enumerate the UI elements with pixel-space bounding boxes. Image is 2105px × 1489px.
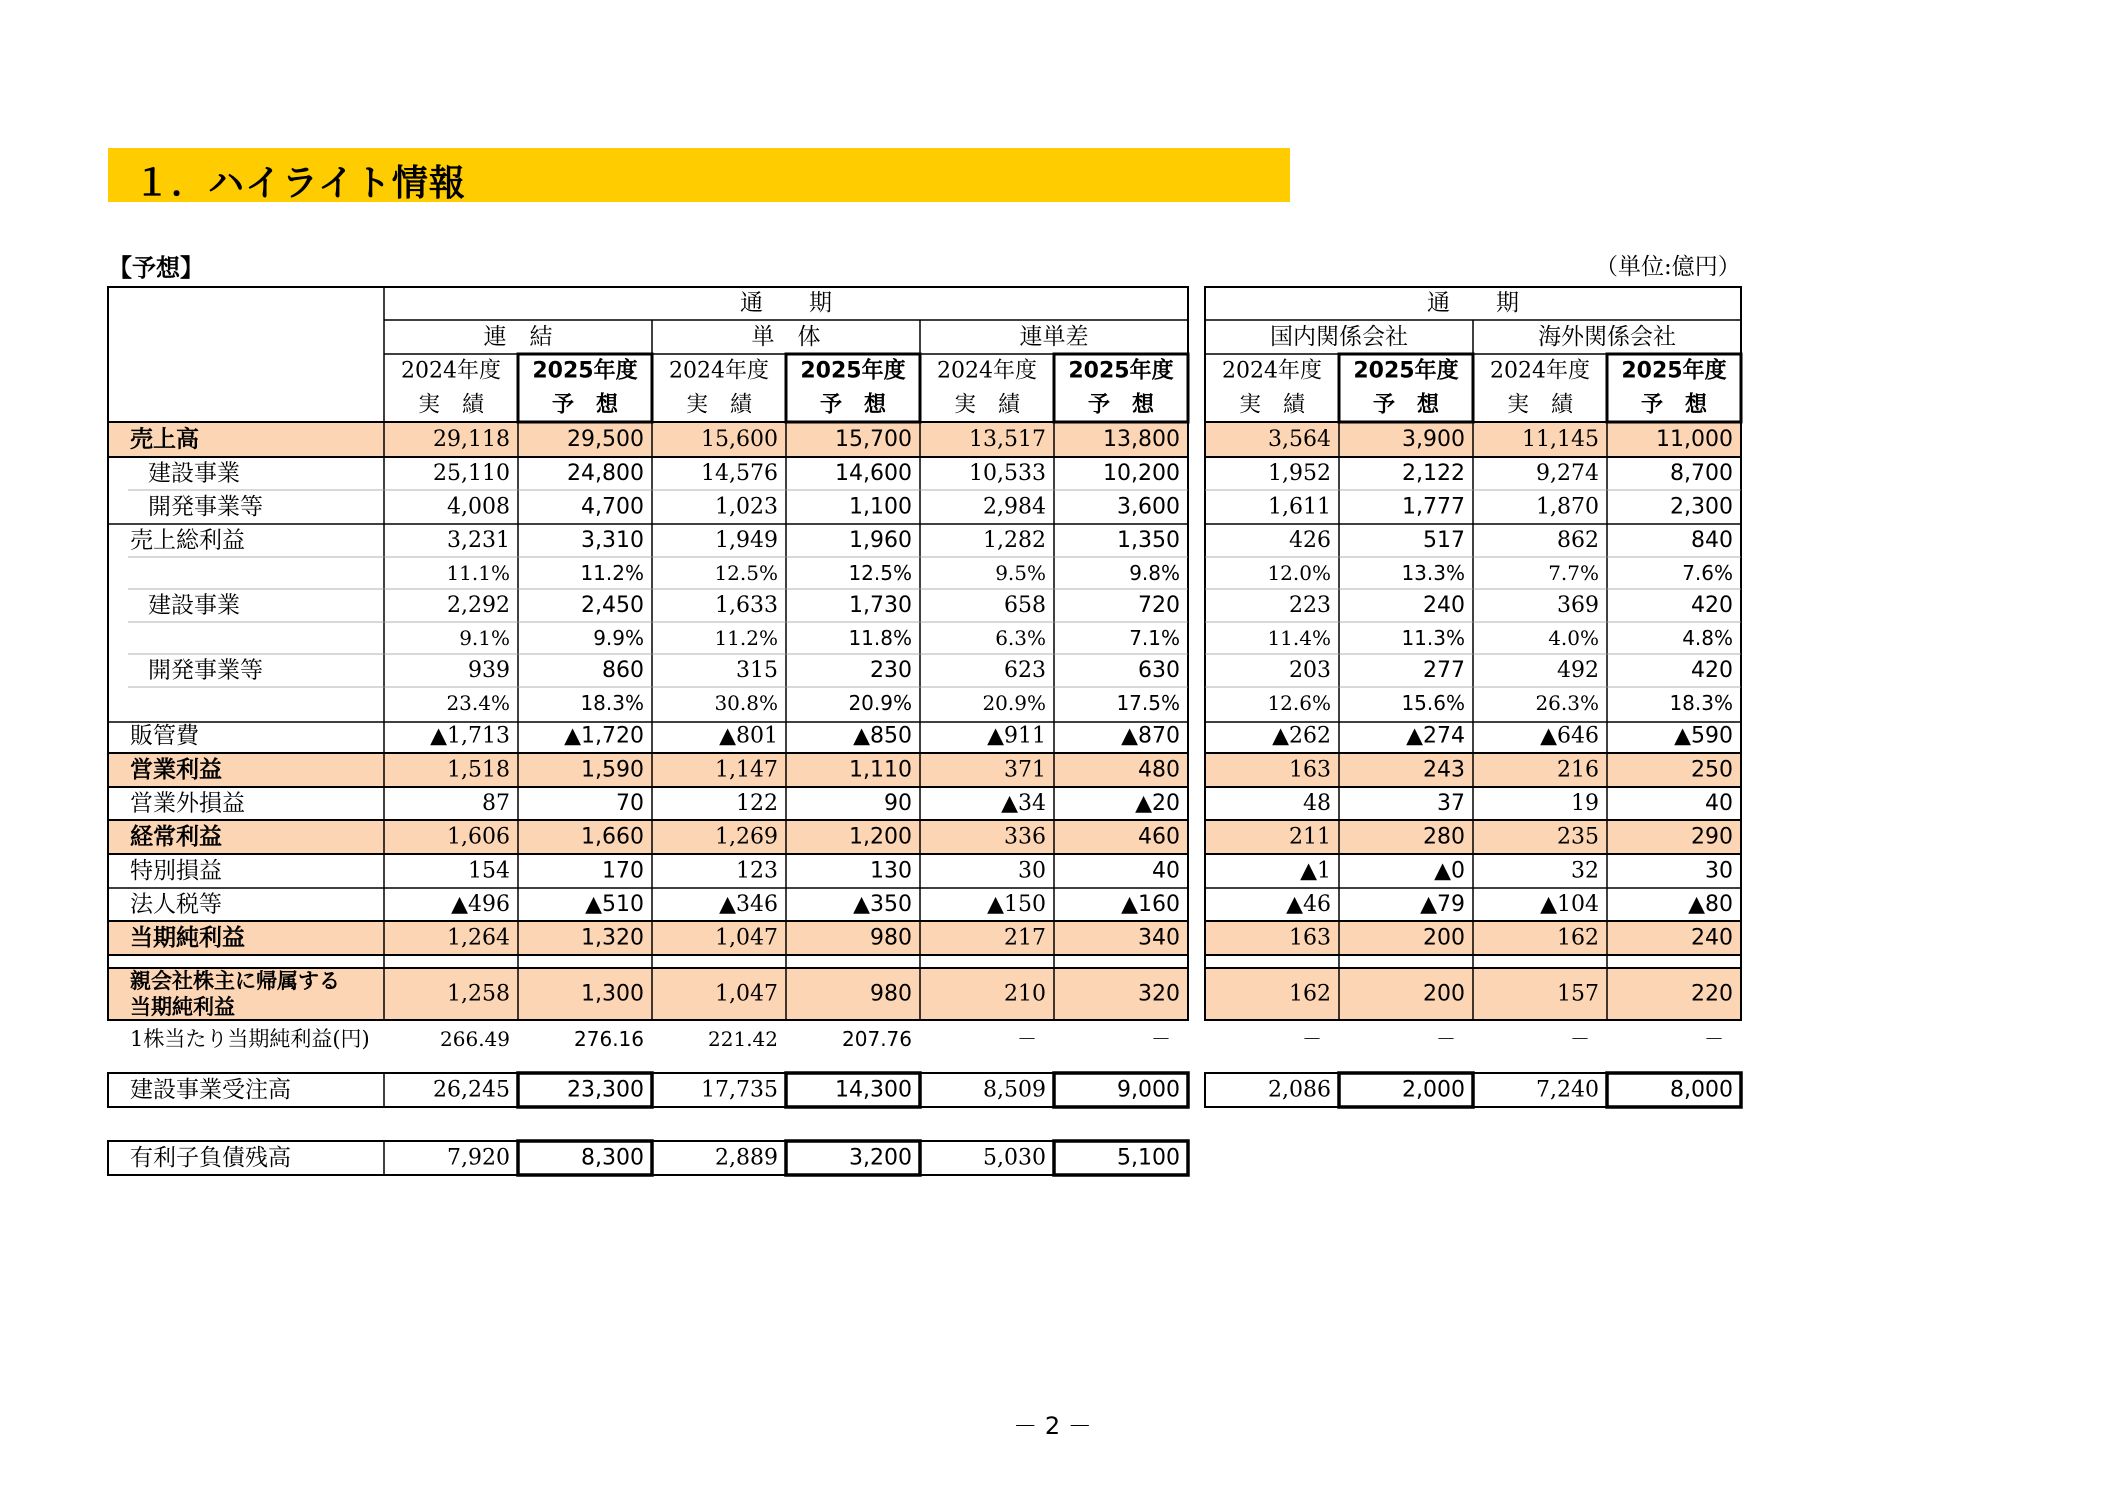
value-cell: ▲510 <box>585 892 644 917</box>
eps-value: 207.76 <box>842 1027 912 1051</box>
value-cell: ▲346 <box>719 892 778 917</box>
value-cell: 7.7% <box>1548 561 1599 585</box>
eps-value: － <box>1302 1027 1322 1051</box>
value-cell: 2,122 <box>1402 461 1465 486</box>
debt-value: 3,200 <box>849 1145 912 1171</box>
value-cell: ▲1,713 <box>430 723 510 749</box>
header-year: 2025年度 <box>532 358 638 384</box>
header-type: 実 績 <box>685 392 753 418</box>
value-cell: 840 <box>1691 528 1733 553</box>
value-cell: 9.5% <box>995 561 1046 585</box>
value-cell: 340 <box>1138 925 1180 951</box>
value-cell: ▲1 <box>1300 858 1331 884</box>
value-cell: 1,952 <box>1268 461 1331 486</box>
value-cell: 19 <box>1571 791 1599 816</box>
eps-value: － <box>1704 1027 1724 1051</box>
value-cell: ▲79 <box>1420 892 1465 917</box>
value-cell: 1,518 <box>447 757 510 783</box>
value-cell: 11.2% <box>714 626 778 650</box>
row-label: 開発事業等 <box>148 657 263 684</box>
value-cell: 18.3% <box>1669 691 1733 715</box>
orders-value: 23,300 <box>567 1077 644 1103</box>
value-cell: 17.5% <box>1116 691 1180 715</box>
value-cell: 211 <box>1289 824 1331 850</box>
value-cell: 216 <box>1557 757 1599 783</box>
value-cell: 4.8% <box>1682 626 1733 650</box>
orders-value: 9,000 <box>1117 1077 1180 1103</box>
value-cell: 240 <box>1691 925 1733 951</box>
value-cell: 13,517 <box>969 427 1046 452</box>
orders-value: 14,300 <box>835 1077 912 1103</box>
value-cell: 12.6% <box>1267 691 1331 715</box>
value-cell: ▲911 <box>987 723 1046 749</box>
eps-value: 276.16 <box>574 1027 644 1051</box>
value-cell: 630 <box>1138 658 1180 683</box>
value-cell: 9.1% <box>459 626 510 650</box>
debt-value: 5,030 <box>983 1145 1046 1171</box>
value-cell: 1,282 <box>983 528 1046 553</box>
value-cell: 23.4% <box>446 691 510 715</box>
value-cell: 14,576 <box>701 461 778 486</box>
value-cell: 980 <box>870 981 912 1007</box>
value-cell: 11,145 <box>1522 427 1599 452</box>
header-segment: 連 結 <box>483 324 553 350</box>
page-title: １．ハイライト情報 <box>134 163 466 204</box>
debt-value: 2,889 <box>715 1145 778 1171</box>
value-cell: 460 <box>1138 824 1180 850</box>
value-cell: 862 <box>1557 528 1599 553</box>
row-label: 販管費 <box>130 723 199 749</box>
debt-value: 8,300 <box>581 1145 644 1171</box>
value-cell: 1,100 <box>849 494 912 520</box>
row-label: 法人税等 <box>130 891 222 918</box>
value-cell: 11.3% <box>1401 626 1465 650</box>
value-cell: 30.8% <box>714 691 778 715</box>
value-cell: ▲646 <box>1540 723 1599 749</box>
value-cell: 3,900 <box>1402 427 1465 452</box>
value-cell: 1,047 <box>715 981 778 1007</box>
value-cell: 18.3% <box>580 691 644 715</box>
value-cell: 315 <box>736 658 778 683</box>
header-year: 2025年度 <box>1621 358 1727 384</box>
value-cell: 4,008 <box>447 494 510 520</box>
value-cell: 9,274 <box>1536 461 1599 486</box>
value-cell: 203 <box>1289 658 1331 683</box>
value-cell: ▲262 <box>1272 723 1331 749</box>
value-cell: 11.1% <box>446 561 510 585</box>
value-cell: 223 <box>1289 593 1331 618</box>
value-cell: 1,264 <box>447 925 510 951</box>
header-year: 2025年度 <box>1353 358 1459 384</box>
value-cell: 1,611 <box>1268 494 1331 520</box>
value-cell: 40 <box>1152 858 1180 884</box>
value-cell: ▲46 <box>1286 892 1331 917</box>
orders-value: 8,000 <box>1670 1077 1733 1103</box>
value-cell: ▲104 <box>1540 892 1599 917</box>
value-cell: 217 <box>1004 925 1046 951</box>
value-cell: 1,350 <box>1117 528 1180 553</box>
value-cell: 3,564 <box>1268 427 1331 452</box>
value-cell: 163 <box>1289 757 1331 783</box>
value-cell: 87 <box>482 791 510 816</box>
value-cell: 235 <box>1557 824 1599 850</box>
value-cell: 154 <box>468 858 510 884</box>
header-type: 実 績 <box>953 392 1021 418</box>
value-cell: 1,320 <box>581 925 644 951</box>
value-cell: 30 <box>1018 858 1046 884</box>
row-label: 売上高 <box>130 426 199 453</box>
value-cell: 1,606 <box>447 824 510 850</box>
header-year: 2024年度 <box>937 358 1037 384</box>
row-label: 当期純利益 <box>130 995 235 1019</box>
value-cell: 420 <box>1691 658 1733 683</box>
header-segment: 単 体 <box>751 324 821 350</box>
header-year: 2025年度 <box>800 358 906 384</box>
value-cell: ▲34 <box>1001 791 1046 816</box>
value-cell: 24,800 <box>567 461 644 486</box>
value-cell: 157 <box>1557 981 1599 1007</box>
row-label: 営業外損益 <box>130 790 245 817</box>
value-cell: ▲870 <box>1121 723 1180 749</box>
row-label: 営業利益 <box>130 757 222 783</box>
value-cell: 1,633 <box>715 593 778 618</box>
orders-value: 17,735 <box>701 1077 778 1103</box>
value-cell: 1,730 <box>849 593 912 618</box>
value-cell: 14,600 <box>835 461 912 486</box>
value-cell: 250 <box>1691 757 1733 783</box>
value-cell: 25,110 <box>433 461 510 486</box>
value-cell: 980 <box>870 925 912 951</box>
header-type: 実 績 <box>1238 392 1306 418</box>
value-cell: 1,047 <box>715 925 778 951</box>
value-cell: ▲350 <box>853 892 912 917</box>
row-label: 建設事業 <box>148 460 240 487</box>
value-cell: 30 <box>1705 858 1733 884</box>
value-cell: 40 <box>1705 791 1733 816</box>
eps-value: － <box>1017 1027 1037 1051</box>
value-cell: 122 <box>736 791 778 816</box>
value-cell: 13,800 <box>1103 427 1180 452</box>
value-cell: 1,870 <box>1536 494 1599 520</box>
header-type: 実 績 <box>1506 392 1574 418</box>
header-year: 2024年度 <box>669 358 769 384</box>
row-label: 当期純利益 <box>130 925 245 951</box>
header-year: 2024年度 <box>1222 358 1322 384</box>
value-cell: 623 <box>1004 658 1046 683</box>
value-cell: 15,600 <box>701 427 778 452</box>
value-cell: ▲1,720 <box>564 723 644 749</box>
header-type: 実 績 <box>417 392 485 418</box>
value-cell: 3,310 <box>581 528 644 553</box>
header-group-left: 通 期 <box>740 290 832 316</box>
value-cell: ▲150 <box>987 892 1046 917</box>
value-cell: 200 <box>1423 925 1465 951</box>
value-cell: 1,660 <box>581 824 644 850</box>
value-cell: 90 <box>884 791 912 816</box>
value-cell: 658 <box>1004 593 1046 618</box>
value-cell: 4.0% <box>1548 626 1599 650</box>
value-cell: 1,960 <box>849 528 912 553</box>
value-cell: ▲160 <box>1121 892 1180 917</box>
value-cell: 70 <box>616 791 644 816</box>
value-cell: 11.2% <box>580 561 644 585</box>
value-cell: 4,700 <box>581 494 644 520</box>
value-cell: ▲850 <box>853 723 912 749</box>
value-cell: 200 <box>1423 981 1465 1007</box>
value-cell: 11,000 <box>1656 427 1733 452</box>
value-cell: 2,292 <box>447 593 510 618</box>
value-cell: 1,269 <box>715 824 778 850</box>
value-cell: 1,147 <box>715 757 778 783</box>
value-cell: 210 <box>1004 981 1046 1007</box>
value-cell: 11.8% <box>848 626 912 650</box>
value-cell: 480 <box>1138 757 1180 783</box>
eps-value: 266.49 <box>440 1027 510 1051</box>
header-type: 予 想 <box>1372 392 1440 418</box>
header-segment: 連単差 <box>1019 324 1089 350</box>
value-cell: 26.3% <box>1535 691 1599 715</box>
eps-value: － <box>1570 1027 1590 1051</box>
value-cell: ▲801 <box>719 723 778 749</box>
header-group-right: 通 期 <box>1427 290 1519 316</box>
value-cell: 12.5% <box>848 561 912 585</box>
value-cell: ▲80 <box>1688 892 1733 917</box>
value-cell: 13.3% <box>1401 561 1465 585</box>
row-label: 親会社株主に帰属する <box>130 969 340 993</box>
eps-value: － <box>1436 1027 1456 1051</box>
orders-value: 2,086 <box>1268 1077 1331 1103</box>
debt-value: 7,920 <box>447 1145 510 1171</box>
value-cell: 1,200 <box>849 824 912 850</box>
header-segment: 海外関係会社 <box>1538 324 1676 350</box>
header-year: 2024年度 <box>401 358 501 384</box>
value-cell: 230 <box>870 658 912 683</box>
value-cell: 320 <box>1138 981 1180 1007</box>
value-cell: 3,231 <box>447 528 510 553</box>
value-cell: 29,500 <box>567 427 644 452</box>
value-cell: 48 <box>1303 791 1331 816</box>
value-cell: 170 <box>602 858 644 884</box>
header-type: 予 想 <box>819 392 887 418</box>
value-cell: ▲0 <box>1434 858 1465 884</box>
value-cell: 123 <box>736 858 778 884</box>
orders-value: 26,245 <box>433 1077 510 1103</box>
row-label: 売上総利益 <box>130 527 245 554</box>
value-cell: 720 <box>1138 593 1180 618</box>
value-cell: 10,200 <box>1103 461 1180 486</box>
value-cell: 32 <box>1571 858 1599 884</box>
forecast-subtitle: 【予想】 <box>108 254 204 282</box>
row-label: 特別損益 <box>130 858 222 884</box>
value-cell: 12.5% <box>714 561 778 585</box>
value-cell: 277 <box>1423 658 1465 683</box>
value-cell: 20.9% <box>848 691 912 715</box>
value-cell: 9.8% <box>1129 561 1180 585</box>
unit-label: （単位:億円） <box>1595 254 1741 280</box>
value-cell: 1,258 <box>447 981 510 1007</box>
value-cell: 2,450 <box>581 593 644 618</box>
value-cell: 280 <box>1423 824 1465 850</box>
header-type: 予 想 <box>1640 392 1708 418</box>
value-cell: 20.9% <box>982 691 1046 715</box>
header-type: 予 想 <box>1087 392 1155 418</box>
value-cell: 1,777 <box>1402 494 1465 520</box>
eps-label: 1株当たり当期純利益(円) <box>130 1027 370 1051</box>
value-cell: 240 <box>1423 593 1465 618</box>
value-cell: 369 <box>1557 593 1599 618</box>
value-cell: ▲496 <box>451 892 510 917</box>
value-cell: 12.0% <box>1267 561 1331 585</box>
value-cell: 163 <box>1289 925 1331 951</box>
value-cell: 2,300 <box>1670 494 1733 520</box>
value-cell: 9.9% <box>593 626 644 650</box>
orders-value: 8,509 <box>983 1077 1046 1103</box>
value-cell: 371 <box>1004 757 1046 783</box>
value-cell: 2,984 <box>983 494 1046 520</box>
value-cell: 1,949 <box>715 528 778 553</box>
value-cell: 8,700 <box>1670 461 1733 486</box>
value-cell: ▲20 <box>1135 791 1180 816</box>
value-cell: 860 <box>602 658 644 683</box>
eps-value: － <box>1151 1027 1171 1051</box>
orders-value: 2,000 <box>1402 1077 1465 1103</box>
debt-label: 有利子負債残高 <box>130 1145 291 1171</box>
value-cell: 130 <box>870 858 912 884</box>
orders-value: 7,240 <box>1536 1077 1599 1103</box>
value-cell: 517 <box>1423 528 1465 553</box>
value-cell: 15,700 <box>835 427 912 452</box>
header-year: 2024年度 <box>1490 358 1590 384</box>
value-cell: ▲590 <box>1674 723 1733 749</box>
value-cell: ▲274 <box>1406 723 1465 749</box>
value-cell: 1,590 <box>581 757 644 783</box>
value-cell: 426 <box>1289 528 1331 553</box>
spacer-band <box>108 955 1188 968</box>
value-cell: 37 <box>1437 791 1465 816</box>
value-cell: 29,118 <box>433 427 510 452</box>
value-cell: 7.6% <box>1682 561 1733 585</box>
value-cell: 162 <box>1289 981 1331 1007</box>
row-label: 建設事業 <box>148 592 240 619</box>
value-cell: 290 <box>1691 824 1733 850</box>
value-cell: 7.1% <box>1129 626 1180 650</box>
value-cell: 420 <box>1691 593 1733 618</box>
value-cell: 1,110 <box>849 757 912 783</box>
value-cell: 336 <box>1004 824 1046 850</box>
value-cell: 162 <box>1557 925 1599 951</box>
debt-value: 5,100 <box>1117 1145 1180 1171</box>
value-cell: 10,533 <box>969 461 1046 486</box>
value-cell: 3,600 <box>1117 494 1180 520</box>
value-cell: 243 <box>1423 757 1465 783</box>
row-label: 開発事業等 <box>148 494 263 520</box>
value-cell: 220 <box>1691 981 1733 1007</box>
value-cell: 1,300 <box>581 981 644 1007</box>
header-segment: 国内関係会社 <box>1270 324 1408 350</box>
row-label: 経常利益 <box>130 824 222 850</box>
header-year: 2025年度 <box>1068 358 1174 384</box>
value-cell: 492 <box>1557 658 1599 683</box>
page-number: － 2 － <box>1013 1412 1092 1440</box>
value-cell: 1,023 <box>715 494 778 520</box>
eps-value: 221.42 <box>708 1027 778 1051</box>
header-type: 予 想 <box>551 392 619 418</box>
orders-label: 建設事業受注高 <box>130 1077 291 1103</box>
value-cell: 6.3% <box>995 626 1046 650</box>
value-cell: 939 <box>468 658 510 683</box>
value-cell: 11.4% <box>1267 626 1331 650</box>
value-cell: 15.6% <box>1401 691 1465 715</box>
